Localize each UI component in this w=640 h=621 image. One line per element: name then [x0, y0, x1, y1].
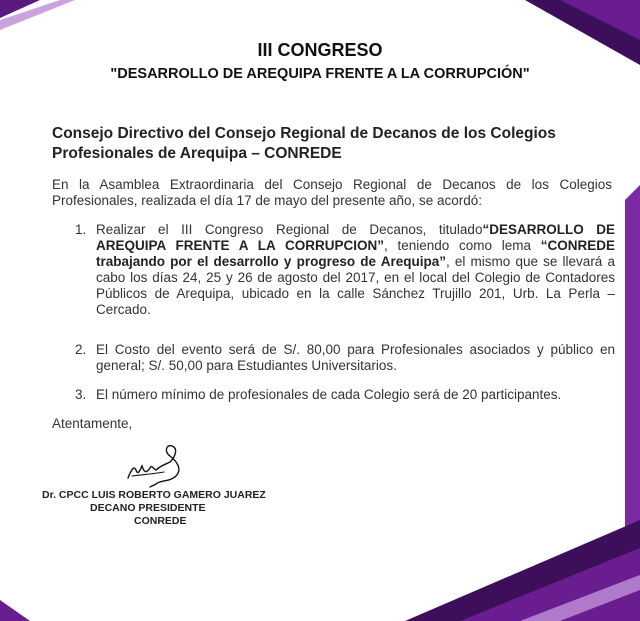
handwritten-signature — [120, 440, 190, 490]
signatory-organization: CONREDE — [134, 515, 187, 527]
item-number: 2. — [75, 342, 87, 357]
congress-subtitle: "DESARROLLO DE AREQUIPA FRENTE A LA CORRUPCIÓN" — [110, 66, 530, 82]
signatory-title: DECANO PRESIDENTE — [90, 502, 206, 514]
agreement-item-3 — [75, 387, 615, 403]
motto-bold: “CONREDE trabajando por el desarrollo y progreso de Arequipa” — [96, 238, 615, 269]
signatory-name: Dr. CPCC LUIS ROBERTO GAMERO JUAREZ — [42, 489, 266, 501]
agreement-item-2 — [75, 342, 615, 374]
congress-title: III CONGRESO — [257, 40, 383, 60]
intro-paragraph: En la Asamblea Extraordinaria del Consejo Regional de Decanos de los Colegios Profesionales, realizada el día 17 de mayo del presente año, se acordó: — [52, 177, 612, 208]
item-text: Realizar el III Congreso Regional de Decanos, titulado“DESARROLLO DE AREQUIPA FRENTE A LA CORRUPCION”, teniendo como lema “CONREDE trabajando por el desarrollo y progreso de Arequipa”, el mismo que se llevará a cabo los días 24, 25 y 26 de agosto del 2017, en el local del Colegio de Contadores Públicos de Arequipa, ubicado en la calle Sánchez Trujillo 201, Urb. La Perla – Cercado. — [96, 222, 615, 317]
item-number: 1. — [75, 222, 87, 237]
right-edge-band — [625, 185, 640, 560]
closing-text: Atentamente, — [52, 416, 133, 431]
bottom-left-purple-stripe — [0, 600, 30, 621]
agreement-item-1 — [75, 222, 615, 318]
council-heading: Consejo Directivo del Consejo Regional de Decanos de los Colegios Profesionales de Arequipa – CONREDE — [52, 125, 556, 162]
congress-name-bold: “DESARROLLO DE AREQUIPA FRENTE A LA CORRUPCION” — [96, 222, 615, 253]
item-text: El número mínimo de profesionales de cada Colegio será de 20 participantes. — [96, 387, 562, 402]
item-number: 3. — [75, 387, 87, 402]
item-text: El Costo del evento será de S/. 80,00 para Profesionales asociados y público en general; S/. 50,00 para Estudiantes Universitarios. — [96, 342, 615, 373]
